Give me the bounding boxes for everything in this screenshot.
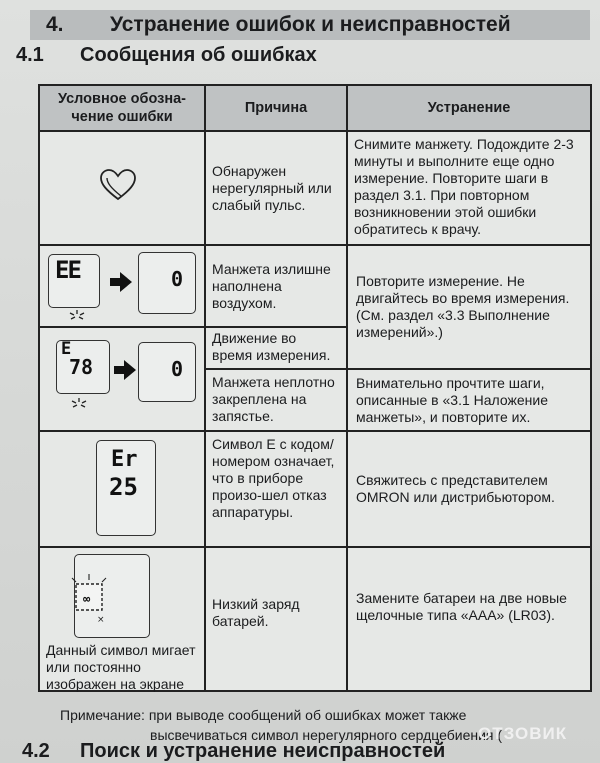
remedy-cell: Внимательно прочтите шаги, описанные в «3.1 Наложение манжеты», и повторите их.: [347, 369, 591, 431]
cause-cell: Обнаружен нерегулярный или слабый пульс.: [205, 131, 347, 245]
table-row: [39, 547, 591, 691]
subsection-title: Сообщения об ошибках: [80, 44, 317, 66]
remedy-cell: Замените батареи на две новые щелочные типа «AAA» (LR03).: [347, 547, 591, 691]
svg-text:×: ×: [97, 615, 105, 624]
symbol-cell: [39, 547, 205, 691]
section-heading: [30, 10, 590, 40]
header-cause: Причина: [205, 85, 347, 131]
symbol-cell: [39, 327, 205, 431]
table-row: [39, 431, 591, 547]
next-subsection-title: Поиск и устранение неисправностей: [80, 740, 446, 762]
table-header-row: [39, 85, 591, 131]
remedy-cell: Свяжитесь с представителем OMRON или дистрибьютором.: [347, 431, 591, 547]
cause-cell: Низкий заряд батарей.: [205, 547, 347, 691]
section-number: 4.: [46, 13, 64, 36]
display-value: 0: [171, 357, 184, 381]
display-value: 0: [171, 267, 184, 291]
next-subsection-heading: [22, 740, 446, 763]
subsection-number: 4.1: [16, 44, 44, 66]
symbol-caption: Данный символ мигает или постоянно изображен на экране: [46, 642, 196, 692]
symbol-cell: [39, 131, 205, 245]
note-line-2: высвечиваться символ нерегулярного сердцебиения (: [150, 727, 503, 743]
note-line-1: при выводе сообщений об ошибках может также: [148, 707, 467, 723]
cause-cell: Манжета неплотно закреплена на запястье.: [205, 369, 347, 431]
low-battery-icon: [70, 572, 114, 624]
arrow-right-icon: [114, 360, 136, 380]
table-row: [39, 131, 591, 245]
table-row: [39, 245, 591, 327]
error-code-number: 25: [109, 473, 138, 501]
error-code-text: EE: [55, 256, 80, 284]
header-remedy: Устранение: [347, 85, 591, 131]
watermark: ОТЗОВИК: [478, 724, 568, 743]
cause-cell: Манжета излишне наполнена воздухом.: [205, 245, 347, 327]
remedy-cell: Повторите измерение. Не двигайтесь во время измерения. (См. раздел «3.3 Выполнение измерений».): [347, 245, 591, 369]
irregular-heartbeat-icon: [98, 168, 138, 202]
blink-icon: [70, 396, 88, 408]
blink-icon: [68, 308, 86, 320]
error-messages-table: [38, 84, 592, 692]
lcd-display-left: [56, 340, 110, 394]
svg-text:∞: ∞: [83, 592, 91, 606]
symbol-cell: [39, 245, 205, 327]
symbol-cell: [39, 431, 205, 547]
lcd-display-left: [48, 254, 100, 308]
section-title: Устранение ошибок и неисправностей: [110, 13, 511, 36]
remedy-cell: Снимите манжету. Подождите 2-3 минуты и выполните еще одно измерение. Повторите шаги в раздел 3.1. При повторном возникновении этой ошибки обратитесь к врачу.: [347, 131, 591, 245]
subsection-heading: [16, 44, 317, 67]
error-code-number: 78: [69, 355, 94, 379]
header-symbol: Условное обозна-чение ошибки: [39, 85, 205, 131]
cause-cell: Символ E с кодом/номером означает, что в приборе произо-шел отказ аппаратуры.: [205, 431, 347, 547]
arrow-right-icon: [110, 272, 132, 292]
lcd-display-right: [138, 342, 196, 402]
next-subsection-number: 4.2: [22, 740, 50, 762]
error-code-text: E: [61, 339, 72, 359]
cause-cell: Движение во время измерения.: [205, 327, 347, 369]
note-label: Примечание:: [60, 707, 145, 723]
lcd-display-right: [138, 252, 196, 314]
lcd-display: [96, 440, 156, 536]
error-code-text: Er: [111, 447, 138, 472]
